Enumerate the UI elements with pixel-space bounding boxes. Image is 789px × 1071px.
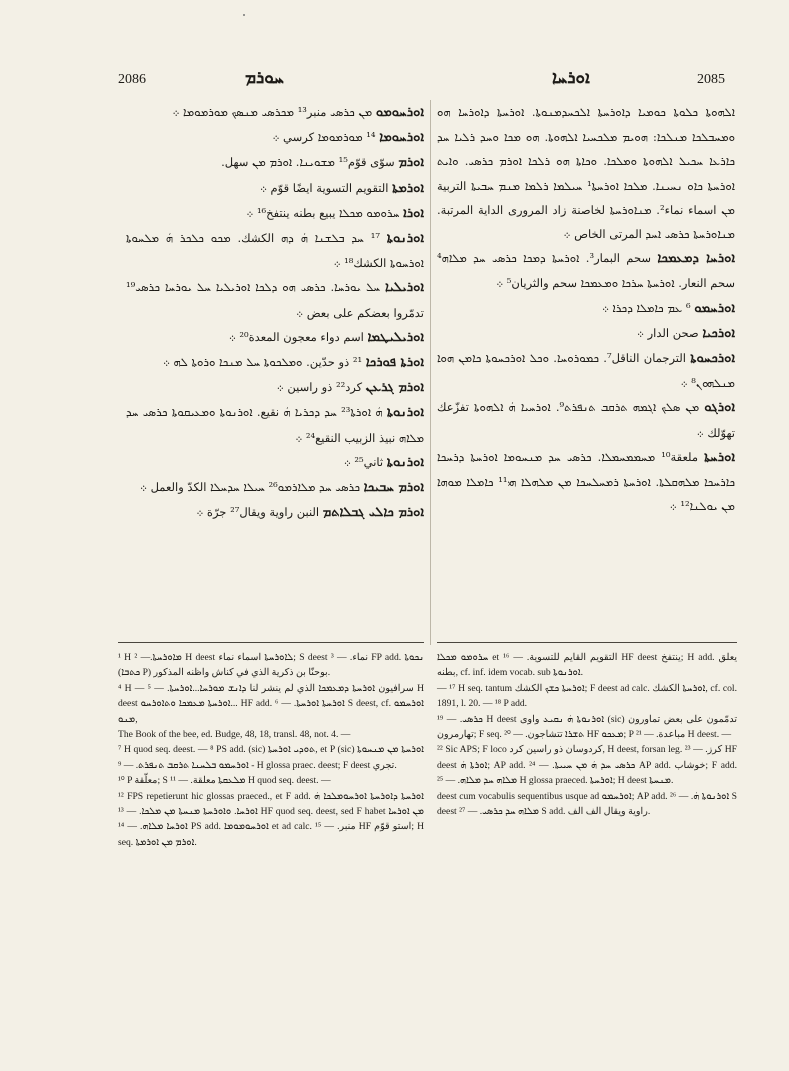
headword: ܐܘܪܢܘܬܐ xyxy=(386,405,425,421)
footnote: ܟܪܣܝ. — ¹⁹ H deest ܐܘܪܢܘܬܐ ܗܿ ܢܩܝܥ واوى (sic) تدمّمون على بعض تماورون تهارمرون; F seq. ܬܫܪܐ تتشاجون. — ²⁰ HF ܡܥܟܘ; P مباعدة. — ²¹ H deest. — xyxy=(437,713,738,741)
dictionary-entry xyxy=(126,500,424,525)
dictionary-entry xyxy=(126,375,424,400)
headword: ܐܘܪܝܠܝܐ xyxy=(385,280,425,296)
dictionary-entry xyxy=(126,125,424,150)
definition: الترجمان الناقل⁷. ܟܡܘܪܘܚܐ. ܘܟܠ ܐܘܪܟܚܘܬܐ ܟܐܡܢ ܗܘܐ ܡܢܠܗܘܢ⁸ ܀ xyxy=(437,351,735,391)
headword: ܐܘܪܚܘܡܐ xyxy=(379,130,424,146)
dictionary-entry xyxy=(437,100,735,246)
right-footnotes xyxy=(437,650,737,819)
dictionary-entry xyxy=(126,350,424,375)
dictionary-entry xyxy=(126,325,424,350)
headword: ܐܘܪܡܬܐ xyxy=(392,180,424,196)
right-running-head: ܐܘܪܚܐ xyxy=(552,68,590,88)
headword: ܐܘܪܡ ܓܪܥܢ xyxy=(365,380,424,396)
dictionary-entry xyxy=(126,275,424,324)
dictionary-entry xyxy=(437,246,735,295)
headword: ܐܘܪܬܐ ܦܘܪܟܐ xyxy=(365,355,424,371)
footnote: ⁴ H — سرافيون ܐܘܪܚܬܐ ܕܡܥܡܟܐ الذي لم ينشر لنا ܕܐܢܫ ܡܘܪܚܐ...ܐܘܪܚܬܐ. — ⁵ H deest ܐܘܪܚܬܐ ܡܥܡܟܐ ܘܬܐܘܪܚܘ... HF add. ܐܘܪܚܬܐ ܐܘܪܚܬܐ. — ⁶ S deest, cf. ܐܘܪܚܡܘ ܡܢܘ, xyxy=(118,682,425,725)
footnote: ⁷ H quod seq. deest. — ⁸ PS add. (sic) ܬܘܕܝ ܐܘܪܚܬܐ, et P (sic) ܐܘܪܚܬܐ ܡܢ ܡܢܚܘܬܐ - ܐܘܪܚܡܘ ܒܠܚܢܐ ܬܪܩܒ ܬܢܦܪܬ. — ⁹ H glossa praec. deest; F deest تجري. xyxy=(118,744,424,771)
footnote: ¹⁰ P معلّقة; S ܡܠܥܩܬܐ معلقة. — ¹¹ H quod seq. deest. — xyxy=(118,775,331,787)
headword: ܐܘܪܟܝܐ xyxy=(702,325,735,341)
definition: ܚܪܘܡܘ ܡܟܠܐ يبيع بطنه ينتفخ¹⁶ ܀ xyxy=(246,205,400,220)
definition: ⁶ ܥܡ ܟܐܡܠܐ ܕܟܪܐ ܀ xyxy=(601,300,691,315)
dictionary-entry xyxy=(126,450,424,475)
definition: ¹⁷ ܚܕ ܒܠܫܢܐ ܗܿ ܕܗ الكشك. ܡܟܘ ܟܠܟܪ ܗܿ ܡܠܚܘܬܐ ܐܘܪܚܘܬܐ الكشك¹⁸ ܀ xyxy=(126,231,424,271)
dictionary-entry xyxy=(126,176,424,201)
headword: ܐܘܪܡ xyxy=(398,155,424,171)
headword: ܐܘܪܝܠܝܛܡܐ xyxy=(367,329,424,345)
dictionary-entry xyxy=(126,400,424,449)
dictionary-entry xyxy=(126,150,424,175)
footnote: ¹² FPS repetierunt hic glossas praeced., et F add. ܐܘܪܚܬܐ ܕܐܘܪܚܬܐ ܐܘܪܚܘܡܠܟܐ ܗܿ ܐܘܪܚܐ. ܘܐܘܪܚܬܐ ܡܢܚܬܐ ܡܢ ܡܠܟܐ. — ¹³ HF quod seq. deest, sed F habet ܡܢ ܐܘܪܚܐ ܐܘܪܚܐ ܡܠܐܗ. — ¹⁴ PS add. ܐܘܪܚܘܡܘܡܐ et ad calc. منبر. — ¹⁵ HF استو قوّم; H seq. ܐܘܪܡ ܡܢ ܐܘܪܡܬܐ. xyxy=(118,790,425,848)
definition: ملعقة¹⁰ ܡܚܡܡܚܡܠܐ. ܟܪܣܝ ܚܕ ܡܢܚܘܡܐ ܐܘܪܚܬܐ ܕܪܚܟܐ ܟܐܪܚܟܐ ܡܠܗܩܠܬܐ. ܐܘܪܚܬܐ ܪܡܚܠܚܟܐ ܡܢ ܡܠܗܠܐ ܗܝ¹¹ ܟܐܡܠܐ ܡܘܗܐ ܡܢ ܝܘܠܢܐ¹² ܀ xyxy=(437,449,735,514)
definition: ܟܪܣܝ ܚܕ ܡܠܐܪܡܘ²⁶ ܚܝܠܐ ܚܕܚܠܐ الكدّ والعمل ܀ xyxy=(140,480,360,495)
definition: ²¹ ذو حدّين. ܘܡܠܟܘܬܐ ܚܠ ܡܢܟܐ ܘܪܘܬܐ ܠܗ ܀ xyxy=(162,355,363,370)
footnote-rule-left xyxy=(118,642,424,643)
left-text-column xyxy=(126,100,424,525)
footnote: deest cum vocabulis sequentibus usque ad ܐܘܪܚܡܘ; AP add. ܐܘܪܢܘܬܐ ܗܿ. — ²⁶ S deest ܡܠܐܗ ܚܕ ܟܪܣܝ. — ²⁷ S add. راوية ويقال الف الف. xyxy=(437,790,737,818)
footnote: ²² Sic APS; F loco كردوسان ذو راسين كرد, H deest, forsan leg. كرز. — ²³ HF deest ܐܘܪܬܐ ܗܿ; AP add. ܟܪܣܝ ܚܕ ܗܿ ܡܢ ܚܝܝܬܐ. — ²⁴ AP add. خوشاب; F add. ܡܠܐܗ ܚܕ ܡܠܐܗ. — ²⁵ H glossa praeced. ܐܘܪܚܬܐ; H deest ܡܢܚܬܐ. xyxy=(437,744,737,787)
footnote: The Book of the bee, ed. Budge, 48, 18, transl. 48, not. 4. — xyxy=(118,729,351,741)
definition: ܚܠ ܝܘܪܚܐ. ܟܪܣܝ ܗܘ ܕܠܟܐ ܐܘܪܝܠܝܐ ܚܠ ܝܘܪܚܐ ܟܪܣܝ¹⁹ تدمّروا بعضكم على بعض ܀ xyxy=(126,280,424,320)
headword: ܐܘܪܢܘܬܐ xyxy=(386,454,424,470)
footnote: — ¹⁷ H seq. tantum ܐܘܪܚܬܐ ܟܫܟ الكشك; F deest ad calc. ܐܘܪܚܬܐ الكشك, cf. col. 1891, l. 20. — ¹⁸ P add. xyxy=(437,682,737,710)
definition: ܐܠܗܘܬܐ ܟܠܘܬܐ ܟܘܡܝܐ ܕܐܘܪܚܬܐ ܐܠܟܚܕܡܢܘܬܐ. ܐܘܪܚܬܐ ܕܐܘܪܚܐ ܗܘ ܘܡܚܒܠܟܐ ܡܢܠܟܐ: ܗܘܝܡ ܡܠܟܚܝܐ ܐܠܗܘܬܐ. ܗܘ ܡܟܐ ܘܚܕ ܪܠܝܐ ܚܕ ܟܐܪܥܐ ܚܟܝܠ ܐܠܗܘܬܐ ܘܡܠܟܐ. ܘܟܐܬܐ ܗܘ ܪܠܟܐ ܐܘܪܡ ܟܪܣܝ. ܘܐܝܬ ܐܘܪܚܬܐ ܟܐܘ ܢܚܝܢܐ. ܡܠܟܐ ܐܘܪܚܬܐ¹ ܚܝܠܡܐ ܪܠܡܐ ܡܢܡ ܚܒܝܬܐ التربية ܡܢ اسماء نماء². ܡܢܐܘܪܚܬܐ لخاصنة زاد المرورى الداية المرتبة. ܡܢܐܘܪܚܬܐ ܟܪܣܝ ܐܚܕ المرتى الخاص ܀ xyxy=(437,105,735,242)
left-page-number: 2086 xyxy=(118,72,146,87)
dictionary-entry xyxy=(126,201,424,226)
dictionary-entry xyxy=(437,346,735,395)
headword: ܐܘܪܢܘܬܐ xyxy=(386,231,424,247)
footnote: ܚܪܘܡܘ ܡܟܠܐ et التقويم القايم للتسوية. — ¹⁶ HF deest ينتفخ; H add. يعلق بطنه, cf. inf. idem vocab. sub ܐܘܪܢܘܬܐ. xyxy=(437,652,737,679)
headword: ܐܘܪܟܚܘܬܐ xyxy=(690,351,736,367)
headword: ܐܘܪܚܘܡܘ xyxy=(375,105,424,120)
definition: ܡܢ ܣܠܟ ܐܓܡܗ ܬܪܩܒ ܬܢܦܪܬ⁹. ܐܘܪܚܝܐ ܗܿ ܐܠܗܘܬܐ تفزّعك تهوّلك ܀ xyxy=(437,400,735,440)
dictionary-entry xyxy=(126,475,424,500)
headword: ܐܘܪܡ ܟܐܠܝ ܓܒܠܐܬܡ xyxy=(322,505,424,521)
right-text-column xyxy=(437,100,735,518)
dictionary-entry xyxy=(437,445,735,519)
definition: سوّى قوّم¹⁵ ܡܫܘܝܢܐ. ܐܘܪܡ ܡܢ سهل. xyxy=(221,155,395,170)
dictionary-entry xyxy=(437,395,735,444)
headword: ܐܘܪܚܐ ܕܡܥܡܟܐ xyxy=(657,251,735,267)
definition: صحن الدار ܀ xyxy=(637,325,699,340)
footnote-rule-right xyxy=(437,642,737,643)
headword: ܐܘܪܡ ܚܒܝܟܐ xyxy=(363,480,424,496)
headword: ܐܘܪܚܡܘ xyxy=(694,300,735,316)
definition: اسم دواء معجون المعدة²⁰ ܀ xyxy=(228,329,364,344)
definition: سحم البمار³. ܐܘܪܚܬܐ ܕܡܟܐ ܟܪܣܝ ܚܕ ܡܠܐܗ⁴ سحم النعار. ܐܘܪܚܬܐ ܚܪܟܐ ܘܡܥܡܟܐ سحم والثريان⁵ ܀ xyxy=(437,251,735,291)
left-footnotes xyxy=(118,650,424,850)
left-running-head: ܚܘܪܡ xyxy=(245,68,284,88)
speck xyxy=(243,14,245,16)
right-page-number: 2085 xyxy=(697,72,725,87)
footnote: ¹ H ܡܐܘܪܚܬܐ.— ² H deest ܠܐܘܪܚܬܐ اسماء نماء; S deest نماء. — ³ FP add. ܢܟܘܬܐ (ܟܬܒܐ P) بوحنّا بن ذكرية الذي في كناش واظنه المذكور. xyxy=(118,652,424,679)
dictionary-entry xyxy=(126,100,424,125)
definition: ܗܿ ܐܘܪܬܐ²³ ܚܕ ܕܟܪܝܐ ܗܿ نقيع. ܐܘܪܢܘܬܐ ܘܡܥܝܩܘܬܐ ܟܪܣܝ ܚܕ ܡܠܐܗ نبيذ الزبيب النقيع²⁴ ܀ xyxy=(126,405,424,445)
dictionary-entry xyxy=(437,321,735,346)
definition: ثاني²⁵ ܀ xyxy=(343,454,384,469)
definition: التقويم التسوية ايضًا قوّم ܀ xyxy=(259,180,389,195)
headword: ܐܘܪܚܬܐ xyxy=(704,449,735,465)
definition: ܡܢ ܟܪܣܝ منبر¹³ ܡܟܪܣܝ ܡܢܣܟ ܡܘܪܡܘܡܐ ܀ xyxy=(172,105,373,119)
headword: ܐܘܪܓܘ xyxy=(704,400,736,416)
definition: كرد²² ذو راسين ܀ xyxy=(276,380,363,395)
column-divider xyxy=(430,100,431,645)
dictionary-entry xyxy=(126,226,424,275)
dictionary-entry xyxy=(437,296,735,321)
headword: ܐܘܪܐ xyxy=(403,205,424,221)
definition: النبن راوية ويقال²⁷ جرّة ܀ xyxy=(196,505,320,520)
definition: ¹⁴ ܡܘܪܡܘܡܐ كرسي ܀ xyxy=(272,130,376,145)
